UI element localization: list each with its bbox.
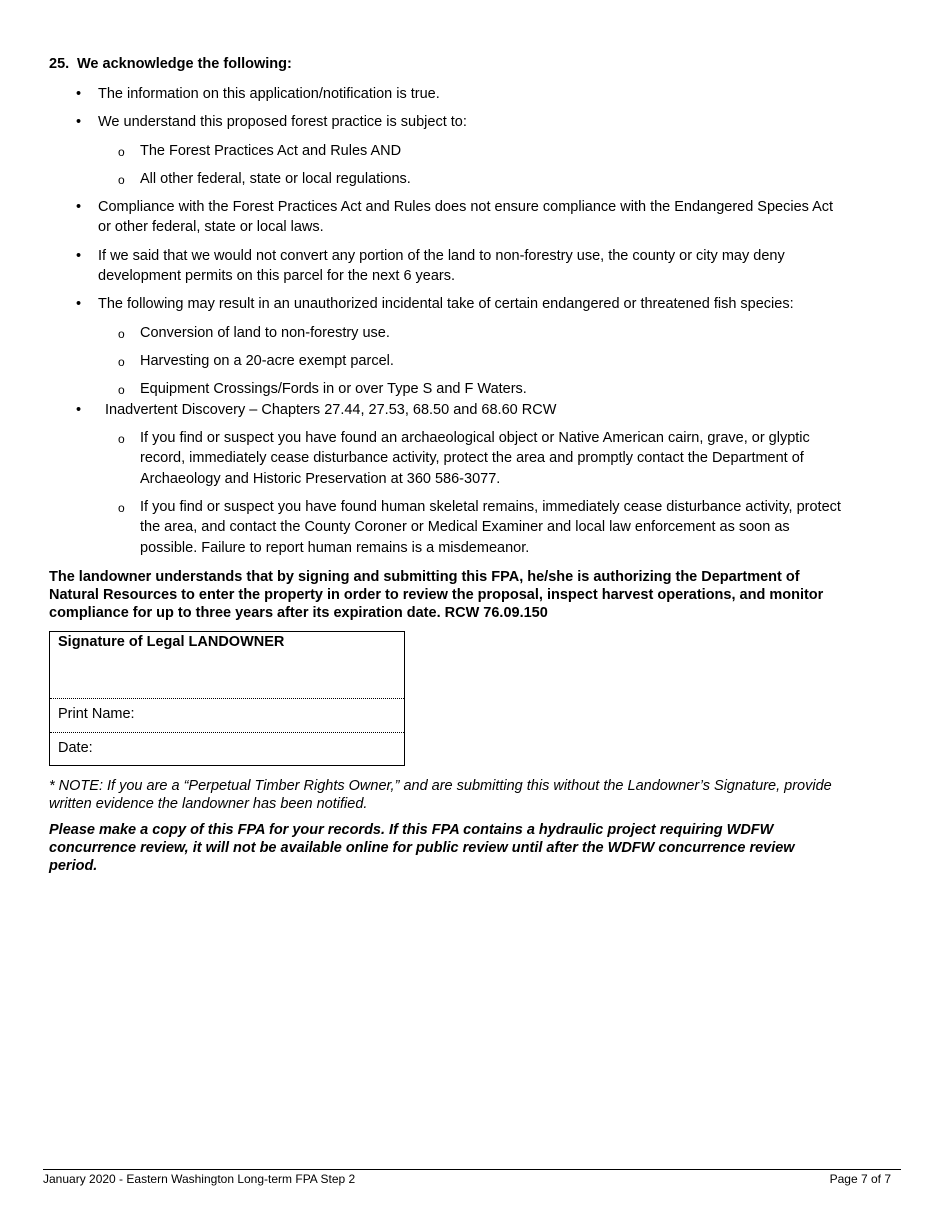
- sub-bullet-icon: o: [118, 383, 125, 397]
- ack-subitem-remains-line3: possible. Failure to report human remains is a misdemeanor.: [140, 540, 530, 556]
- ack-item-true-info: The information on this application/notification is true.: [98, 86, 440, 102]
- date-label: Date:: [58, 740, 93, 756]
- bullet-icon: •: [76, 199, 82, 215]
- section-number: 25.: [49, 56, 70, 72]
- copy-notice-line1: Please make a copy of this FPA for your records. If this FPA contains a hydraulic project requiring WDFW: [49, 822, 774, 838]
- sub-bullet-icon: o: [118, 145, 125, 159]
- ack-subitem-exempt-parcel: Harvesting on a 20-acre exempt parcel.: [140, 353, 394, 369]
- note-line1: * NOTE: If you are a “Perpetual Timber Rights Owner,” and are submitting this without the Landowner’s Signature, provide: [49, 778, 832, 794]
- ack-item-conversion-line1: If we said that we would not convert any portion of the land to non-forestry use, the county or city may deny: [98, 248, 785, 264]
- bullet-icon: •: [76, 86, 82, 102]
- sub-bullet-icon: o: [118, 501, 125, 515]
- section-heading: [49, 56, 292, 72]
- sub-bullet-icon: o: [118, 327, 125, 341]
- ack-subitem-remains-line2: the area, and contact the County Coroner or Medical Examiner and local law enforcement as soon as: [140, 519, 790, 535]
- ack-item-esa-line1: Compliance with the Forest Practices Act and Rules does not ensure compliance with the Endangered Species Act: [98, 199, 834, 215]
- ack-item-inadvertent-discovery: Inadvertent Discovery – Chapters 27.44, 27.53, 68.50 and 68.60 RCW: [105, 402, 557, 418]
- print-name-divider: [50, 732, 404, 733]
- footer-rule: [43, 1169, 901, 1170]
- sub-bullet-icon: o: [118, 432, 125, 446]
- ack-item-esa-line2: or other federal, state or local laws.: [98, 219, 324, 235]
- sub-bullet-icon: o: [118, 173, 125, 187]
- signature-box: [49, 631, 405, 766]
- ack-item-incidental-take: The following may result in an unauthorized incidental take of certain endangered or threatened fish species:: [98, 296, 794, 312]
- ack-subitem-archaeology-line2: record, immediately cease disturbance activity, protect the area and promptly contact the Department of: [140, 450, 804, 466]
- bullet-icon: •: [76, 114, 82, 130]
- authorization-line2: Natural Resources to enter the property in order to review the proposal, inspect harvest operations, and monitor: [49, 587, 824, 603]
- ack-item-conversion-line2: development permits on this parcel for the next 6 years.: [98, 268, 456, 284]
- signature-divider: [50, 698, 404, 699]
- signature-title: Signature of Legal LANDOWNER: [58, 634, 285, 650]
- bullet-icon: •: [76, 402, 82, 418]
- ack-subitem-crossings: Equipment Crossings/Fords in or over Type S and F Waters.: [140, 381, 527, 397]
- ack-subitem-fpa-rules: The Forest Practices Act and Rules AND: [140, 143, 402, 159]
- ack-subitem-remains-line1: If you find or suspect you have found human skeletal remains, immediately cease disturbance activity, protect: [140, 499, 841, 515]
- sub-bullet-icon: o: [118, 355, 125, 369]
- copy-notice-line2: concurrence review, it will not be available online for public review until after the WDFW concurrence review: [49, 840, 795, 856]
- authorization-line1: The landowner understands that by signing and submitting this FPA, he/she is authorizing the Department of: [49, 569, 800, 585]
- footer-page-number: Page 7 of 7: [829, 1172, 891, 1186]
- print-name-label: Print Name:: [58, 706, 135, 722]
- ack-subitem-archaeology-line1: If you find or suspect you have found an archaeological object or Native American cairn, grave, or glyptic: [140, 430, 810, 446]
- bullet-icon: •: [76, 248, 82, 264]
- ack-subitem-archaeology-line3: Archaeology and Historic Preservation at 360 586-3077.: [140, 471, 501, 487]
- ack-item-subject-to: We understand this proposed forest practice is subject to:: [98, 114, 467, 130]
- section-title: We acknowledge the following:: [77, 56, 292, 72]
- ack-subitem-other-regs: All other federal, state or local regulations.: [140, 171, 411, 187]
- authorization-line3: compliance for up to three years after its expiration date. RCW 76.09.150: [49, 605, 548, 621]
- note-line2: written evidence the landowner has been notified.: [49, 796, 368, 812]
- footer-document-title: January 2020 - Eastern Washington Long-term FPA Step 2: [43, 1172, 356, 1186]
- copy-notice-line3: period.: [49, 858, 98, 874]
- bullet-icon: •: [76, 296, 82, 312]
- ack-subitem-conversion: Conversion of land to non-forestry use.: [140, 325, 390, 341]
